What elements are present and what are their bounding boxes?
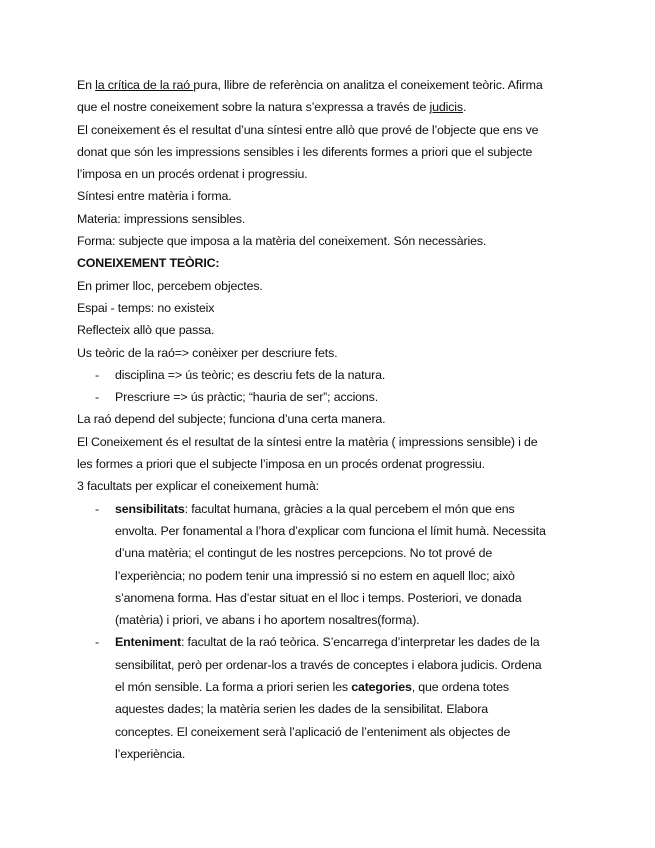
dash-bullet: - — [95, 367, 99, 382]
sensibilitat-line: envolta. Per fonamental a l’hora d’explicar com funciona el límit humà. Necessita — [115, 523, 546, 538]
enteniment-line: aquestes dades; la matèria serien les dades de la sensibilitat. Elabora — [115, 702, 489, 717]
para1-line: donat que són les impressions sensibles i les diferents formes a priori que el subjecte — [77, 144, 533, 159]
enteniment-line — [77, 676, 577, 698]
dash-bullet: - — [95, 501, 99, 516]
para1-line: l’imposa en un procés ordenat i progressiu. — [77, 167, 308, 182]
sensibilitat-term: sensibilitats — [115, 501, 185, 516]
enteniment-text: el món sensible. La forma a priori serien les — [115, 680, 352, 695]
intro-text-2: que el nostre coneixement sobre la natura s’expressa a través de — [77, 100, 430, 115]
forma-line: Forma: subjecte que imposa a la matèria del coneixement. Són necessàries. — [77, 234, 487, 249]
text-line: La raó depend del subjecte; funciona d’una certa manera. — [77, 412, 386, 427]
enteniment-line: l’experiència. — [115, 746, 186, 761]
intro-text: En — [77, 78, 96, 92]
list-item-text: disciplina => ús teòric; es descriu fets de la natura. — [115, 367, 386, 382]
list-item — [77, 386, 577, 408]
enteniment-line: sensibilitat, però per ordenar-los a través de conceptes i elabora judicis. Ordena — [115, 657, 542, 672]
text-line: En primer lloc, percebem objectes. — [77, 278, 263, 293]
sensibilitat-line: (matèria) i priori, ve abans i ho aportem nosaltres(forma). — [115, 613, 420, 628]
synthesis-line: Síntesi entre matèria i forma. — [77, 189, 232, 204]
enteniment-item — [77, 631, 577, 653]
intro-text-cont: pura, llibre de referència on analitza el coneixement teòric. Afirma — [193, 78, 543, 92]
intro-period: . — [462, 100, 467, 115]
text-line: Us teòric de la raó=> conèixer per descriure fets. — [77, 345, 338, 360]
text-line: 3 facultats per explicar el coneixement humà: — [77, 479, 319, 494]
sensibilitat-line: d’una matèria; el contingut de les nostres percepcions. No tot prové de — [115, 546, 493, 561]
document-body — [77, 74, 577, 765]
section-heading: CONEIXEMENT TEÒRIC: — [77, 256, 220, 271]
sensibilitat-line: l’experiència; no podem tenir una impressió si no estem en aquell lloc; això — [115, 568, 515, 583]
text-line: El Coneixement és el resultat de la síntesi entre la matèria ( impressions sensible) i de — [77, 434, 538, 449]
list-item — [77, 364, 577, 386]
enteniment-term: Enteniment — [115, 635, 181, 650]
enteniment-text: , que ordena totes — [411, 680, 509, 695]
sensibilitat-item — [77, 498, 577, 520]
text-line: Reflecteix allò que passa. — [77, 323, 215, 338]
intro-line-1 — [77, 74, 577, 96]
enteniment-line: conceptes. El coneixement serà l’aplicació de l’enteniment als objectes de — [115, 724, 511, 739]
sensibilitat-text: : facultat humana, gràcies a la qual percebem el món que ens — [184, 501, 515, 516]
para1-line: El coneixement és el resultat d’una síntesi entre allò que prové de l’objecte que ens ve — [77, 122, 539, 137]
judicis-link[interactable]: judicis — [429, 100, 463, 115]
text-line: les formes a priori que el subjecte l’imposa en un procés ordenat progressiu. — [77, 457, 485, 472]
critica-link[interactable]: la crítica de la raó — [95, 78, 194, 92]
dash-bullet: - — [95, 390, 99, 405]
list-item-text: Prescriure => ús pràctic; “hauria de ser”; accions. — [115, 390, 378, 405]
enteniment-text: : facultat de la raó teòrica. S’encarrega d’interpretar les dades de la — [180, 635, 540, 650]
categories-term: categories — [351, 680, 412, 695]
sensibilitat-line: s’anomena forma. Has d’estar situat en el lloc i temps. Posteriori, ve donada — [115, 590, 522, 605]
materia-line: Materia: impressions sensibles. — [77, 211, 246, 226]
intro-line-2 — [77, 96, 577, 118]
text-line: Espai - temps: no existeix — [77, 300, 215, 315]
dash-bullet: - — [95, 635, 99, 650]
